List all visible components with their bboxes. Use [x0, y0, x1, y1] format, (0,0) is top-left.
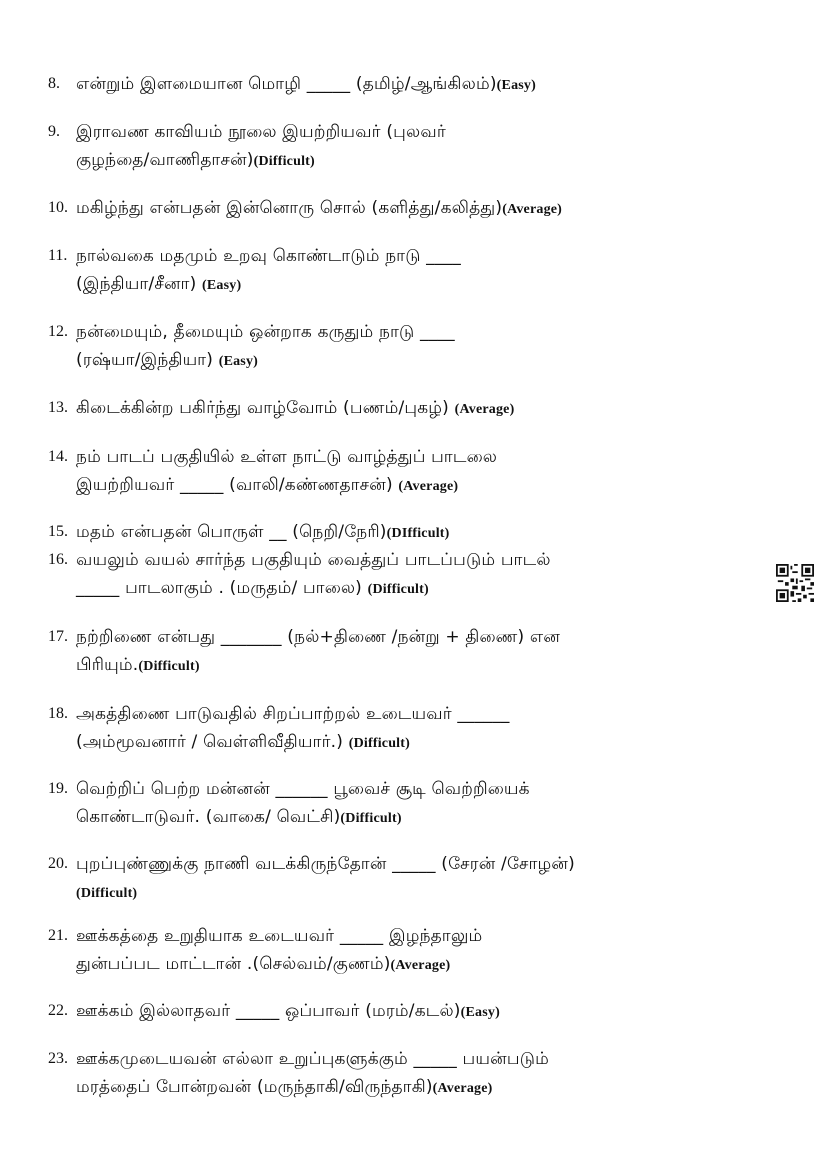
- answer-blank: _____: [180, 475, 224, 495]
- question-9: [48, 118, 788, 174]
- question-number: 14.: [48, 448, 68, 465]
- answer-blank: __: [269, 522, 287, 542]
- question-text: கிடைக்கின்ற பகிர்ந்து வாழ்வோம் (பணம்/புகழ்): [76, 398, 455, 418]
- question-number: 12.: [48, 323, 68, 340]
- question-22: [48, 997, 788, 1025]
- question-number: 8.: [48, 75, 60, 92]
- options-text: (தமிழ்/ஆங்கிலம்): [350, 74, 497, 94]
- answer-blank: _____: [339, 926, 384, 946]
- answer-blank: _____: [76, 578, 120, 598]
- answer-blank: ____: [420, 322, 455, 342]
- qr-code-icon: [776, 564, 814, 602]
- question-text: புறப்புண்ணுக்கு நாணி வடக்கிருந்தோன்: [76, 854, 393, 874]
- question-number: 21.: [48, 927, 68, 944]
- difficulty-label: (Average): [390, 958, 451, 973]
- answer-blank: _____: [235, 1001, 280, 1021]
- options-text: (நெறி/நேரி): [286, 522, 387, 542]
- question-text: அகத்திணை பாடுவதில் சிறப்பாற்றல் உடையவர்: [76, 704, 458, 724]
- options-text: (நல்+திணை /நன்று + திணை) என: [281, 627, 561, 647]
- answer-blank: _____: [306, 74, 351, 94]
- question-11: [48, 242, 788, 298]
- difficulty-label: (Difficult): [348, 736, 410, 751]
- question-number: 22.: [48, 1002, 68, 1019]
- options-text: (ரஷ்யா/இந்தியா): [76, 350, 219, 370]
- options-text: பாடலாகும் . (மருதம்/ பாலை): [119, 578, 368, 598]
- question-text-continued: பிரியும்.: [76, 655, 139, 675]
- difficulty-label: (Difficult): [253, 154, 315, 169]
- question-14: [48, 443, 788, 499]
- question-number: 15.: [48, 523, 68, 540]
- difficulty-label: (Difficult): [367, 582, 429, 597]
- question-text-continued: இழந்தாலும்: [383, 926, 483, 946]
- question-19: [48, 775, 788, 831]
- question-number: 23.: [48, 1050, 68, 1067]
- difficulty-label: (Difficult): [76, 886, 138, 901]
- question-text: நன்மையும், தீமையும் ஒன்றாக கருதும் நாடு: [76, 322, 421, 342]
- question-text: மதம் என்பதன் பொருள்: [76, 522, 270, 542]
- question-number: 17.: [48, 628, 68, 645]
- options-text: துன்பப்பட மாட்டான் .(செல்வம்/குணம்): [76, 954, 391, 974]
- difficulty-label: (Easy): [218, 354, 259, 369]
- question-number: 16.: [48, 551, 68, 568]
- question-text-continued: பயன்படும்: [456, 1049, 549, 1069]
- options-text: (வாலி/கண்ணதாசன்): [223, 475, 399, 495]
- question-18: [48, 700, 788, 756]
- answer-blank: _____: [413, 1049, 457, 1069]
- question-23: [48, 1045, 788, 1101]
- question-16: [48, 546, 788, 602]
- question-text: ஊக்கத்தை உறுதியாக உடையவர்: [76, 926, 340, 946]
- question-text-continued: பூவைச் சூடி வெற்றியைக்: [327, 779, 530, 799]
- answer-blank: _____: [392, 854, 436, 874]
- options-text: (இந்தியா/சீனா): [76, 274, 203, 294]
- answer-blank: ______: [457, 704, 510, 724]
- difficulty-label: (Difficult): [340, 811, 402, 826]
- question-8: [48, 70, 788, 98]
- question-15: [48, 518, 788, 546]
- difficulty-label: (Easy): [496, 78, 536, 93]
- answer-blank: ______: [275, 779, 328, 799]
- question-text-continued: இயற்றியவர்: [76, 475, 181, 495]
- options-text: கொண்டாடுவர். (வாகை/ வெட்சி): [76, 807, 341, 827]
- question-12: [48, 318, 788, 374]
- question-text: நற்றிணை என்பது: [76, 627, 221, 647]
- question-number: 10.: [48, 199, 68, 216]
- answer-blank: ____: [426, 246, 461, 266]
- answer-blank: _______: [220, 627, 282, 647]
- difficulty-label: (DIfficult): [386, 526, 450, 541]
- question-17: [48, 623, 788, 679]
- difficulty-label: (Difficult): [138, 659, 200, 674]
- question-number: 19.: [48, 780, 68, 797]
- question-10: [48, 194, 788, 222]
- question-13: [48, 394, 788, 422]
- question-text: நம் பாடப் பகுதியில் உள்ள நாட்டு வாழ்த்துப் பாடலை: [76, 447, 498, 467]
- question-20: [48, 850, 788, 906]
- difficulty-label: (Easy): [202, 278, 242, 293]
- options-text: ஒப்பாவர் (மரம்/கடல்): [279, 1001, 461, 1021]
- question-number: 18.: [48, 705, 68, 722]
- question-text: இராவண காவியம் நூலை இயற்றியவர் (புலவர்: [76, 122, 446, 142]
- difficulty-label: (Average): [432, 1081, 493, 1096]
- question-number: 11.: [48, 247, 68, 264]
- options-text: (சேரன் /சோழன்): [435, 854, 575, 874]
- question-text: வெற்றிப் பெற்ற மன்னன்: [76, 779, 276, 799]
- difficulty-label: (Easy): [460, 1005, 500, 1020]
- difficulty-label: (Average): [398, 479, 459, 494]
- options-text: குழந்தை/வாணிதாசன்): [76, 150, 254, 170]
- question-text: ஊக்கமுடையவன் எல்லா உறுப்புகளுக்கும்: [76, 1049, 414, 1069]
- question-text: நால்வகை மதமும் உறவு கொண்டாடும் நாடு: [76, 246, 427, 266]
- question-number: 13.: [48, 399, 68, 416]
- difficulty-label: (Average): [502, 202, 563, 217]
- question-number: 9.: [48, 123, 60, 140]
- options-text: (அம்மூவனார் / வெள்ளிவீதியார்.): [76, 732, 349, 752]
- question-text: ஊக்கம் இல்லாதவர்: [76, 1001, 236, 1021]
- question-text: என்றும் இளமையான மொழி: [76, 74, 307, 94]
- question-21: [48, 922, 788, 978]
- question-text: வயலும் வயல் சார்ந்த பகுதியும் வைத்துப் பாடப்படும் பாடல்: [76, 550, 551, 570]
- question-number: 20.: [48, 855, 68, 872]
- difficulty-label: (Average): [454, 402, 515, 417]
- question-text: மகிழ்ந்து என்பதன் இன்னொரு சொல் (களித்து/கலித்து): [76, 198, 503, 218]
- options-text: மரத்தைப் போன்றவன் (மருந்தாகி/விருந்தாகி): [76, 1077, 433, 1097]
